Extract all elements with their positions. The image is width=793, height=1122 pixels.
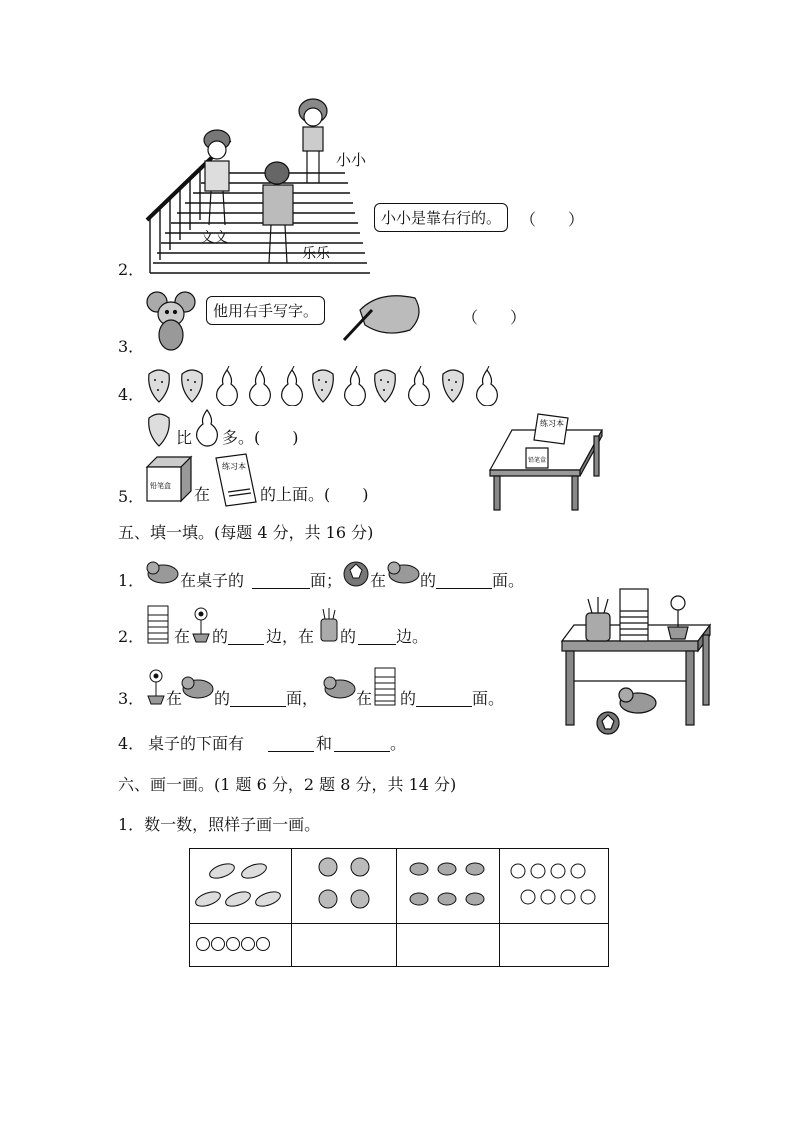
desk-scene-illustration: [558, 585, 713, 745]
fruit-row: [145, 366, 505, 406]
s5q2-text-c: 边，在: [266, 627, 315, 646]
pencil-cup-icon: [318, 607, 340, 643]
s5q2-blank-1[interactable]: [228, 630, 264, 645]
s5q2-number: 2．: [118, 627, 145, 646]
s5q3-text-f: 面。: [472, 689, 505, 708]
q5-text-zai: 在: [194, 485, 211, 504]
name-xiaoxiao: 小小: [336, 151, 367, 169]
cat-icon: [180, 675, 215, 701]
s5q4-text-c: 。: [390, 734, 407, 753]
s5q3-blank-2[interactable]: [416, 692, 472, 707]
name-wenwen: 文文: [200, 230, 228, 246]
answer-cell-peaches[interactable]: [500, 924, 609, 967]
s5q3-text-d: 在: [356, 689, 373, 708]
section6-title: 六、画一画。(1 题 6 分，2 题 8 分，共 14 分): [118, 775, 457, 794]
table-book-label: 练习本: [540, 419, 564, 428]
q4-compare-word: 比: [176, 428, 193, 447]
s5q4-blank-2[interactable]: [334, 737, 390, 752]
book-stack-icon: [145, 603, 173, 645]
s5q3-number: 3．: [118, 689, 145, 708]
pear-icon: [193, 408, 221, 448]
s5q4-text-b: 和: [316, 734, 333, 753]
section5-title: 五、填一填。(每题 4 分，共 16 分): [118, 523, 374, 542]
q2-answer-paren[interactable]: （ ）: [520, 210, 585, 229]
circle-icon: [196, 937, 210, 951]
deer-icons: [397, 849, 499, 919]
example-circles-cell: [190, 924, 292, 967]
circle-icon: [241, 937, 255, 951]
s5q2-blank-2[interactable]: [358, 630, 396, 645]
q5-answer-text[interactable]: 的上面。( ): [260, 485, 369, 504]
leaf-icons: [190, 849, 285, 919]
pencil-box-label: 铅笔盒: [150, 482, 171, 490]
s5q2-text-b: 的: [212, 627, 229, 646]
s5q3-text-c: 面，: [286, 689, 319, 708]
s5q1-number: 1．: [118, 571, 145, 590]
circle-icon: [226, 937, 240, 951]
s5q1-text-c: 在: [370, 571, 387, 590]
table-box-label: 铅笔盒: [528, 457, 547, 464]
q2-speech-bubble: 小小是靠右行的。: [374, 203, 508, 232]
answer-cell-deer[interactable]: [397, 924, 500, 967]
ball-icon: [342, 560, 370, 588]
s5q3-text-b: 的: [214, 689, 231, 708]
s5q2-text-a: 在: [174, 627, 191, 646]
monkey-icons: [292, 849, 396, 919]
s5q1-text-b: 面；: [310, 571, 343, 590]
exercise-book-icon: [212, 452, 258, 508]
staircase-illustration: [145, 95, 375, 275]
s5q2-text-e: 边。: [396, 627, 429, 646]
writing-hand-icon: [340, 290, 425, 345]
s5q3-text-a: 在: [166, 689, 183, 708]
s6q1-instruction: 1．数一数，照样子画一画。: [118, 815, 321, 834]
s5q3-blank-1[interactable]: [230, 692, 286, 707]
cat-icon: [386, 560, 421, 586]
pencil-box-icon: [145, 455, 193, 503]
exercise-book-label: 练习本: [222, 462, 246, 471]
q3-speech-bubble: 他用右手写字。: [206, 296, 325, 325]
leaves-cell: [190, 849, 292, 924]
peach-icons: [500, 849, 608, 919]
cat-icon: [322, 675, 357, 701]
s5q1-text-e: 面。: [492, 571, 525, 590]
s5q1-blank-2[interactable]: [436, 574, 492, 589]
q3-answer-paren[interactable]: （ ）: [462, 308, 527, 327]
s5q1-text-a: 在桌子的: [180, 571, 245, 590]
circle-icon: [211, 937, 225, 951]
peaches-cell: [500, 849, 609, 924]
flower-pot-icon: [145, 668, 167, 706]
monkeys-cell: [292, 849, 397, 924]
s5q4-number: 4．: [118, 734, 145, 753]
s5q1-text-d: 的: [420, 571, 437, 590]
circle-icon: [256, 937, 270, 951]
s5q3-text-e: 的: [400, 689, 417, 708]
q5-table-illustration: [488, 410, 606, 512]
name-lele: 乐乐: [302, 246, 330, 262]
strawberry-icon: [147, 412, 175, 448]
q4-answer-text[interactable]: 多。( ): [222, 428, 299, 447]
drawing-table: [189, 848, 609, 967]
book-stack-icon: [372, 665, 400, 707]
q4-number: 4．: [118, 385, 145, 404]
mouse-icon: [145, 290, 200, 352]
s5q2-text-d: 的: [340, 627, 357, 646]
s5q1-blank-1[interactable]: [252, 574, 310, 589]
q5-number: 5．: [118, 487, 145, 506]
s5q4-blank-1[interactable]: [268, 737, 314, 752]
flower-pot-icon: [190, 606, 212, 644]
s5q4-text-a: 桌子的下面有: [148, 734, 245, 753]
answer-cell-monkeys[interactable]: [292, 924, 397, 967]
q3-number: 3．: [118, 337, 145, 356]
deer-cell: [397, 849, 500, 924]
cat-icon: [145, 560, 180, 586]
q2-number: 2．: [118, 260, 145, 279]
